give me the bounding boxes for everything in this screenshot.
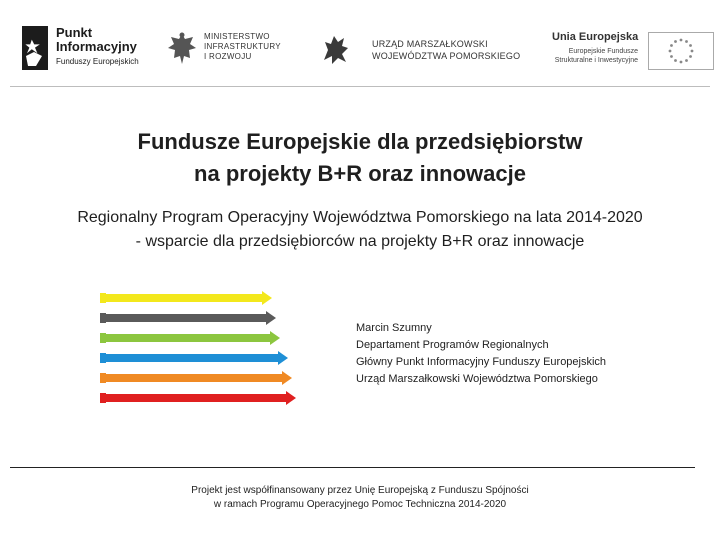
page-subtitle-line: Regionalny Program Operacyjny Województwa Pomorskiego na lata 2014-2020 [77, 209, 643, 226]
punkt-informacyjny-sub: Funduszy Europejskich [56, 57, 139, 66]
page-subtitle [0, 206, 720, 254]
eu-star [669, 50, 672, 53]
arrow-head [282, 371, 292, 385]
punkt-informacyjny-logo-icon [22, 26, 48, 70]
arrow-shaft [106, 334, 272, 342]
polish-eagle-icon [166, 30, 198, 68]
author-name: Marcin Szumny [356, 322, 432, 334]
arrow-head [286, 391, 296, 405]
logo-text-line: Europejskie Fundusze [568, 48, 638, 55]
urzad-marszalkowski-name [372, 38, 520, 62]
eu-star [680, 39, 683, 42]
page-title-line: na projekty B+R oraz innowacje [194, 161, 526, 186]
eu-star [685, 59, 688, 62]
unia-europejska-sub [540, 47, 638, 65]
colored-arrows-graphic [100, 288, 320, 412]
author-department: Departament Programów Regionalnych [356, 339, 549, 351]
logo-text-line: MINISTERSTWO [204, 32, 270, 41]
page-title [0, 126, 720, 190]
arrow-tail [100, 293, 106, 303]
logo-text-line: Informacyjny [56, 39, 137, 54]
page-subtitle-line: - wsparcie dla przedsiębiorców na projekty B+R oraz innowacje [135, 233, 585, 250]
logo-bar [0, 0, 720, 84]
footer-line: w ramach Programu Operacyjnego Pomoc Techniczna 2014-2020 [213, 499, 507, 510]
header-divider [10, 86, 710, 87]
arrow-tail [100, 373, 106, 383]
eu-star [680, 61, 683, 64]
arrow-shaft [106, 374, 284, 382]
footer-divider [10, 467, 695, 468]
arrow-shaft [106, 314, 268, 322]
unia-europejska-title: Unia Europejska [552, 31, 639, 43]
punkt-informacyjny-name [56, 26, 137, 54]
eu-flag-icon [648, 32, 714, 70]
page-title-line: Fundusze Europejskie dla przedsiębiorstw [137, 129, 583, 154]
arrow-tail [100, 393, 106, 403]
arrow-head [262, 291, 272, 305]
arrow-shaft [106, 354, 280, 362]
arrow-shaft [106, 294, 264, 302]
eu-star [689, 44, 692, 47]
logo-text-line: Punkt [56, 25, 93, 40]
logo-text-line: WOJEWÓDZTWA POMORSKIEGO [372, 51, 521, 61]
author-institution: Urząd Marszałkowski Województwa Pomorskiego [356, 373, 598, 385]
eu-star [691, 50, 694, 53]
arrow-tail [100, 333, 106, 343]
arrow-shaft [106, 394, 288, 402]
eu-star [689, 55, 692, 58]
eu-star [674, 59, 677, 62]
author-office: Główny Punkt Informacyjny Funduszy Europejskich [356, 356, 607, 368]
eu-star [674, 40, 677, 43]
logo-text-line: I ROZWOJU [204, 52, 252, 61]
author-block [356, 320, 606, 388]
logo-text-line: URZĄD MARSZAŁKOWSKI [372, 39, 488, 49]
eu-star [670, 55, 673, 58]
pomeranian-griffin-icon [320, 30, 352, 68]
eu-star [670, 44, 673, 47]
arrow-tail [100, 313, 106, 323]
arrow-head [278, 351, 288, 365]
logo-text-line: Strukturalne i Inwestycyjne [554, 57, 638, 64]
arrow-head [266, 311, 276, 325]
arrow-head [270, 331, 280, 345]
logo-text-line: INFRASTRUKTURY [204, 42, 281, 51]
ministerstwo-name [204, 32, 281, 62]
eu-star [685, 40, 688, 43]
footer-note [0, 484, 720, 512]
arrow-tail [100, 353, 106, 363]
footer-line: Projekt jest współfinansowany przez Unię Europejską z Funduszu Spójności [191, 485, 529, 496]
